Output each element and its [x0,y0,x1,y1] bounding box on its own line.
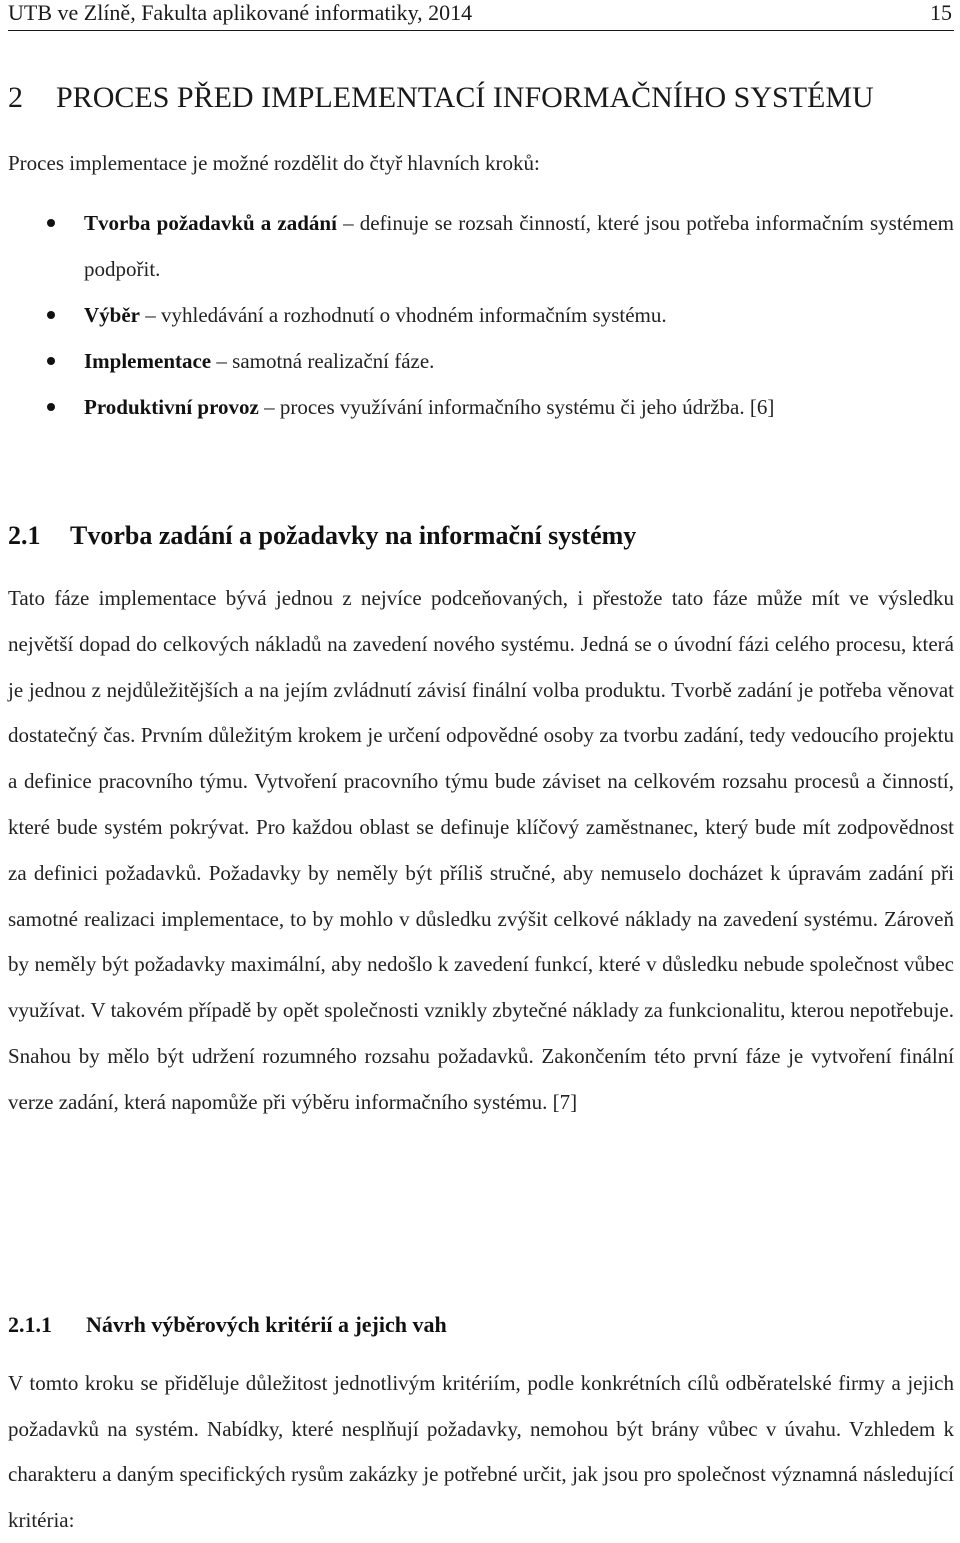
step-description: – proces využívání informačního systému či jeho údržba. [6] [258,395,775,419]
list-item [0,384,960,430]
bullet-icon [47,219,55,227]
list-item [0,292,960,338]
step-description: – vyhledávání a rozhodnutí o vhodném informačním systému. [140,303,667,327]
step-description: – definuje se rozsah činností, které jsou potřeba informačním systémem podpořit. [84,211,954,281]
section-body: Tato fáze implementace bývá jednou z nejvíce podceňovaných, i přestože tato fáze může mít ve výsledku největší dopad do celkových nákladů na zavedení nového systému. Jedná se o úvodní fázi celého procesu, která je jednou z nejdůležitějších a na jejím zvládnutí závisí finální volba produktu. Tvorbě zadání je potřeba věnovat dostatečný čas. Prvním důležitým krokem je určení odpovědné osoby za tvorbu zadání, tedy vedoucího projektu a definice pracovního týmu. Vytvoření pracovního týmu bude záviset na celkovém rozsahu procesů a činností, které bude systém pokrývat. Pro každou oblast se definuje klíčový zaměstnanec, který bude mít zodpovědnost za definici požadavků. Požadavky by neměly být příliš stručné, aby nemuselo docházet k úpravám zadání při samotné realizaci implementace, to by mohlo v důsledku zvýšit celkové náklady na zavedení systému. Zároveň by neměly být požadavky maximální, aby nedošlo k zavedení funkcí, které v důsledku nebude společnost vůbec využívat. V takovém případě by opět společnosti vznikly zbytečné náklady za funkcionalitu, kterou nepotřebuje. Snahou by mělo být udržení rozumného rozsahu požadavků. Zakončením této první fáze je vytvoření finální verze zadání, která napomůže při výběru informačního systému. [7] [8,586,954,1114]
list-item [0,200,960,292]
step-term: Výběr [84,303,140,327]
bullet-icon [47,311,55,319]
intro-paragraph: Proces implementace je možné rozdělit do čtyř hlavních kroků: [8,151,540,175]
steps-list [0,200,960,430]
subsection-heading [8,1310,447,1340]
list-item [0,338,960,384]
chapter-number: 2 [8,81,23,114]
chapter-heading [8,80,874,116]
step-description: – samotná realizační fáze. [211,349,435,373]
bullet-icon [47,357,55,365]
step-term: Tvorba požadavků a zadání [84,211,337,235]
subsection-title: Návrh výběrových kritérií a jejich vah [86,1312,447,1337]
section-heading [8,519,636,553]
step-term: Produktivní provoz [84,395,259,419]
step-term: Implementace [84,349,212,373]
section-number: 2.1 [8,521,41,550]
bullet-icon [47,403,55,411]
subsection-body: V tomto kroku se přiděluje důležitost jednotlivým kritériím, podle konkrétních cílů odběratelské firmy a jejich požadavků na systém. Nabídky, které nesplňují požadavky, nemohou být brány vůbec v úvahu. Vzhledem k charakteru a daným specifických rysům zakázky je potřebné určit, jak jsou pro společnost významná následující kritéria: [8,1371,954,1532]
header-title: UTB ve Zlíně, Fakulta aplikované informatiky, 2014 [8,0,473,25]
running-header [8,0,954,31]
subsection-number: 2.1.1 [8,1312,52,1337]
section-title: Tvorba zadání a požadavky na informační systémy [70,521,637,550]
chapter-title: PROCES PŘED IMPLEMENTACÍ INFORMAČNÍHO SYSTÉMU [56,81,874,114]
page-number: 15 [930,0,952,25]
